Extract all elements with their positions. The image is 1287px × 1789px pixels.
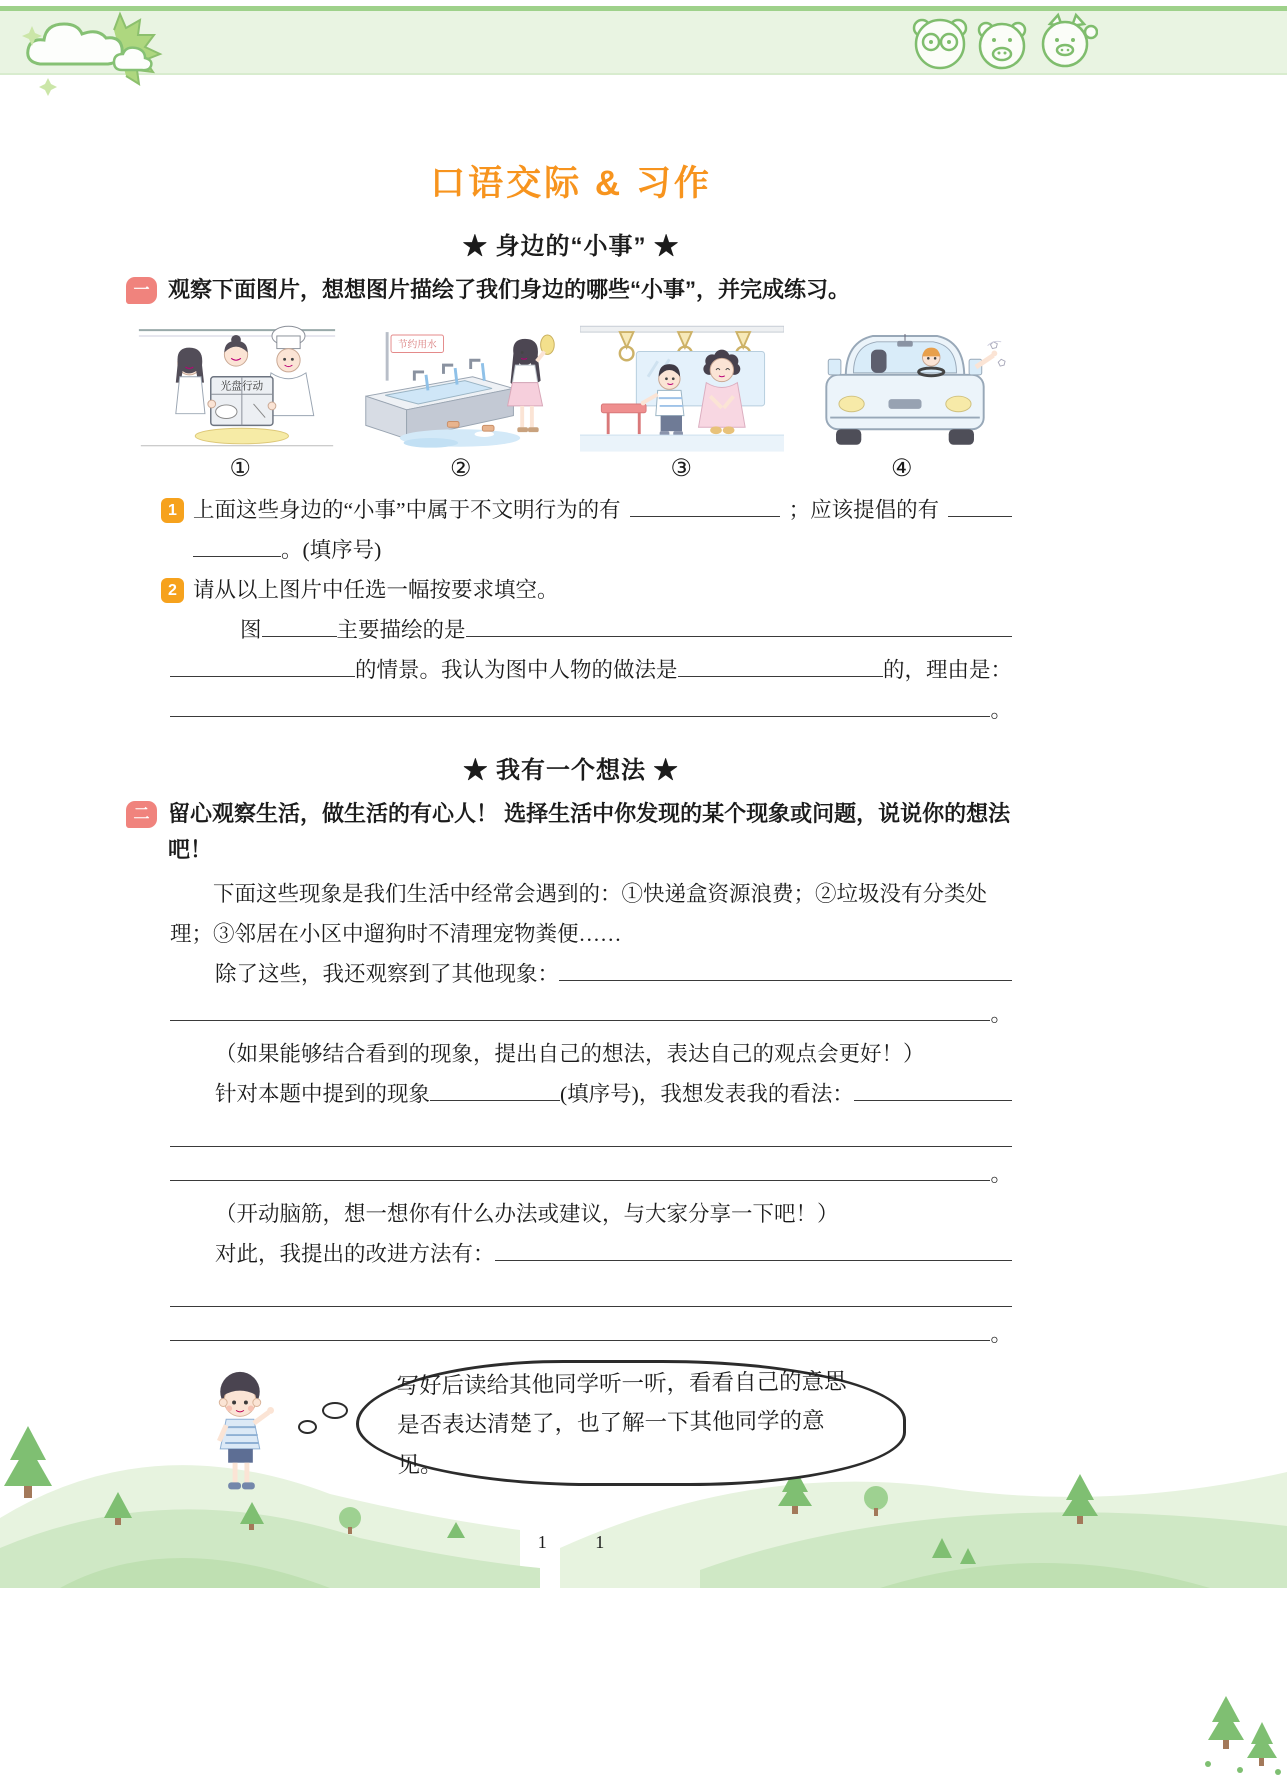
- question-2-line: [161, 570, 1012, 610]
- figure-2-number: ②: [449, 456, 472, 482]
- figure-3-number: ③: [670, 456, 692, 482]
- answer-blank-improve-cont-2[interactable]: [170, 1319, 990, 1342]
- wasting-water-illustration: [358, 320, 562, 452]
- section2-task: [126, 796, 1012, 868]
- answer-blank-phenomenon-number[interactable]: [430, 1079, 560, 1102]
- thought-bubble: [356, 1360, 906, 1486]
- q2-text-scene: 的情景。我认为图中人物的做法是: [355, 658, 678, 682]
- improve-label: 对此，我提出的改进方法有：: [215, 1242, 495, 1266]
- period: 。: [990, 1322, 1012, 1346]
- view-line-2: [170, 1154, 1012, 1194]
- q2-text-depicts: 主要描绘的是: [336, 618, 466, 642]
- improve-line: [215, 1234, 1012, 1274]
- answer-blank-improve-cont-1[interactable]: [170, 1306, 1012, 1307]
- content-column: [130, 76, 1012, 1522]
- answer-blank-depicts-cont[interactable]: [170, 655, 355, 678]
- improve-line-2: [170, 1274, 1012, 1314]
- figure-1-number: ①: [229, 456, 251, 482]
- answer-blank-improve[interactable]: [495, 1239, 1012, 1262]
- section2-task-text: 留心观察生活，做生活的有心人！ 选择生活中你发现的某个现象或问题，说说你的想法吧！: [168, 801, 1011, 862]
- answer-blank-figure-number[interactable]: [262, 615, 337, 638]
- figure-4-number: ④: [890, 456, 913, 482]
- answer-blank-observe[interactable]: [559, 959, 1012, 982]
- figure-1: [130, 318, 345, 452]
- period: 。: [990, 698, 1012, 722]
- observe-label: 除了这些，我还观察到了其他现象：: [215, 962, 560, 986]
- cartoon-row: [130, 1362, 1012, 1522]
- question-1-badge: 1: [161, 498, 184, 523]
- view-line-1: [170, 1114, 1012, 1154]
- question-2-fill-line-1: [240, 610, 1012, 650]
- section1-task: [126, 272, 1012, 308]
- improve-line-3: [170, 1314, 1012, 1354]
- question-2-badge: 2: [161, 578, 184, 603]
- corner-trees-decoration: [1196, 1692, 1286, 1778]
- offering-seat-illustration: [580, 320, 784, 452]
- question-1-line-2: [193, 530, 1012, 570]
- board-text: 光盘行动: [220, 380, 264, 393]
- q2-text-reason: 的，理由是：: [882, 658, 1012, 682]
- figure-4: [798, 318, 1013, 452]
- figure-strip: [130, 318, 1012, 452]
- section1-heading: ★ 身边的“小事” ★: [462, 233, 680, 260]
- question-2-text: 请从以上图片中任选一幅按要求填空。: [193, 578, 559, 602]
- observe-line-2: [170, 994, 1012, 1034]
- period: 。: [990, 1002, 1012, 1026]
- answer-blank-promote-cont[interactable]: [193, 535, 281, 558]
- question-2-fill-line-2: [170, 650, 1012, 690]
- section2-task-badge: 二: [126, 801, 157, 828]
- question-2-fill-line-3: [170, 690, 1012, 730]
- hint-2-text: （开动脑筋，想一想你有什么办法或建议，与大家分享一下吧！）: [215, 1202, 839, 1226]
- opinion-text-b: (填序号)，我想发表我的看法：: [560, 1082, 854, 1106]
- thought-dot-small: [298, 1420, 317, 1434]
- page-number-left: 1: [537, 1532, 547, 1552]
- save-water-sign-text: 节约用水: [397, 339, 437, 351]
- boy-mascot: [190, 1366, 290, 1514]
- hint-2: [215, 1194, 1012, 1234]
- q2-word-tu: 图: [240, 618, 262, 642]
- section2-heading: ★ 我有一个想法 ★: [463, 757, 679, 784]
- answer-blank-promote[interactable]: [948, 495, 1012, 518]
- page-numbers: [130, 1532, 1012, 1553]
- question-1-line-1: [161, 490, 1012, 530]
- figure-3: [575, 318, 790, 452]
- answer-blank-uncivilized[interactable]: [630, 495, 780, 518]
- answer-blank-depicts[interactable]: [466, 615, 1012, 638]
- opinion-line: [215, 1074, 1012, 1114]
- answer-blank-view-cont-2[interactable]: [170, 1159, 990, 1182]
- question-1-text-b: ；应该提倡的有: [788, 498, 940, 522]
- observe-line: [215, 954, 1012, 994]
- answer-blank-reason[interactable]: [170, 695, 990, 718]
- littering-from-car-illustration: [803, 320, 1007, 452]
- section1-task-badge: 一: [126, 277, 157, 304]
- page-number-right: 1: [595, 1532, 605, 1552]
- opinion-text-a: 针对本题中提到的现象: [215, 1082, 431, 1106]
- answer-blank-view-cont-1[interactable]: [170, 1146, 1012, 1147]
- answer-blank-view[interactable]: [854, 1079, 1012, 1102]
- question-1-text-a: 上面这些身边的“小事”中属于不文明行为的有: [193, 498, 621, 522]
- thought-dot-large: [322, 1402, 348, 1419]
- thought-bubble-text: 写好后读给其他同学听一听，看看自己的意思是否表达清楚了，也了解一下其他同学的意见。: [396, 1368, 847, 1478]
- clean-plate-illustration: [135, 320, 339, 452]
- page-title: 口语交际 & 习作: [430, 164, 712, 203]
- section1-task-text: 观察下面图片，想想图片描绘了我们身边的哪些“小事”，并完成练习。: [168, 277, 851, 302]
- hint-1-text: （如果能够结合看到的现象，提出自己的想法，表达自己的观点会更好！）: [215, 1042, 925, 1066]
- answer-blank-opinion[interactable]: [678, 655, 883, 678]
- hint-1: [215, 1034, 1012, 1074]
- phenomena-paragraph: 下面这些现象是我们生活中经常会遇到的：①快递盒资源浪费；②垃圾没有分类处理；③邻居在小区中遛狗时不清理宠物粪便……: [170, 882, 988, 946]
- animal-mascots-decoration: [908, 10, 1098, 76]
- answer-blank-observe-cont[interactable]: [170, 999, 990, 1022]
- figure-labels: [130, 454, 1012, 484]
- period: 。: [990, 1162, 1012, 1186]
- question-1-text-c: 。(填序号): [281, 538, 382, 562]
- figure-2: [353, 318, 568, 452]
